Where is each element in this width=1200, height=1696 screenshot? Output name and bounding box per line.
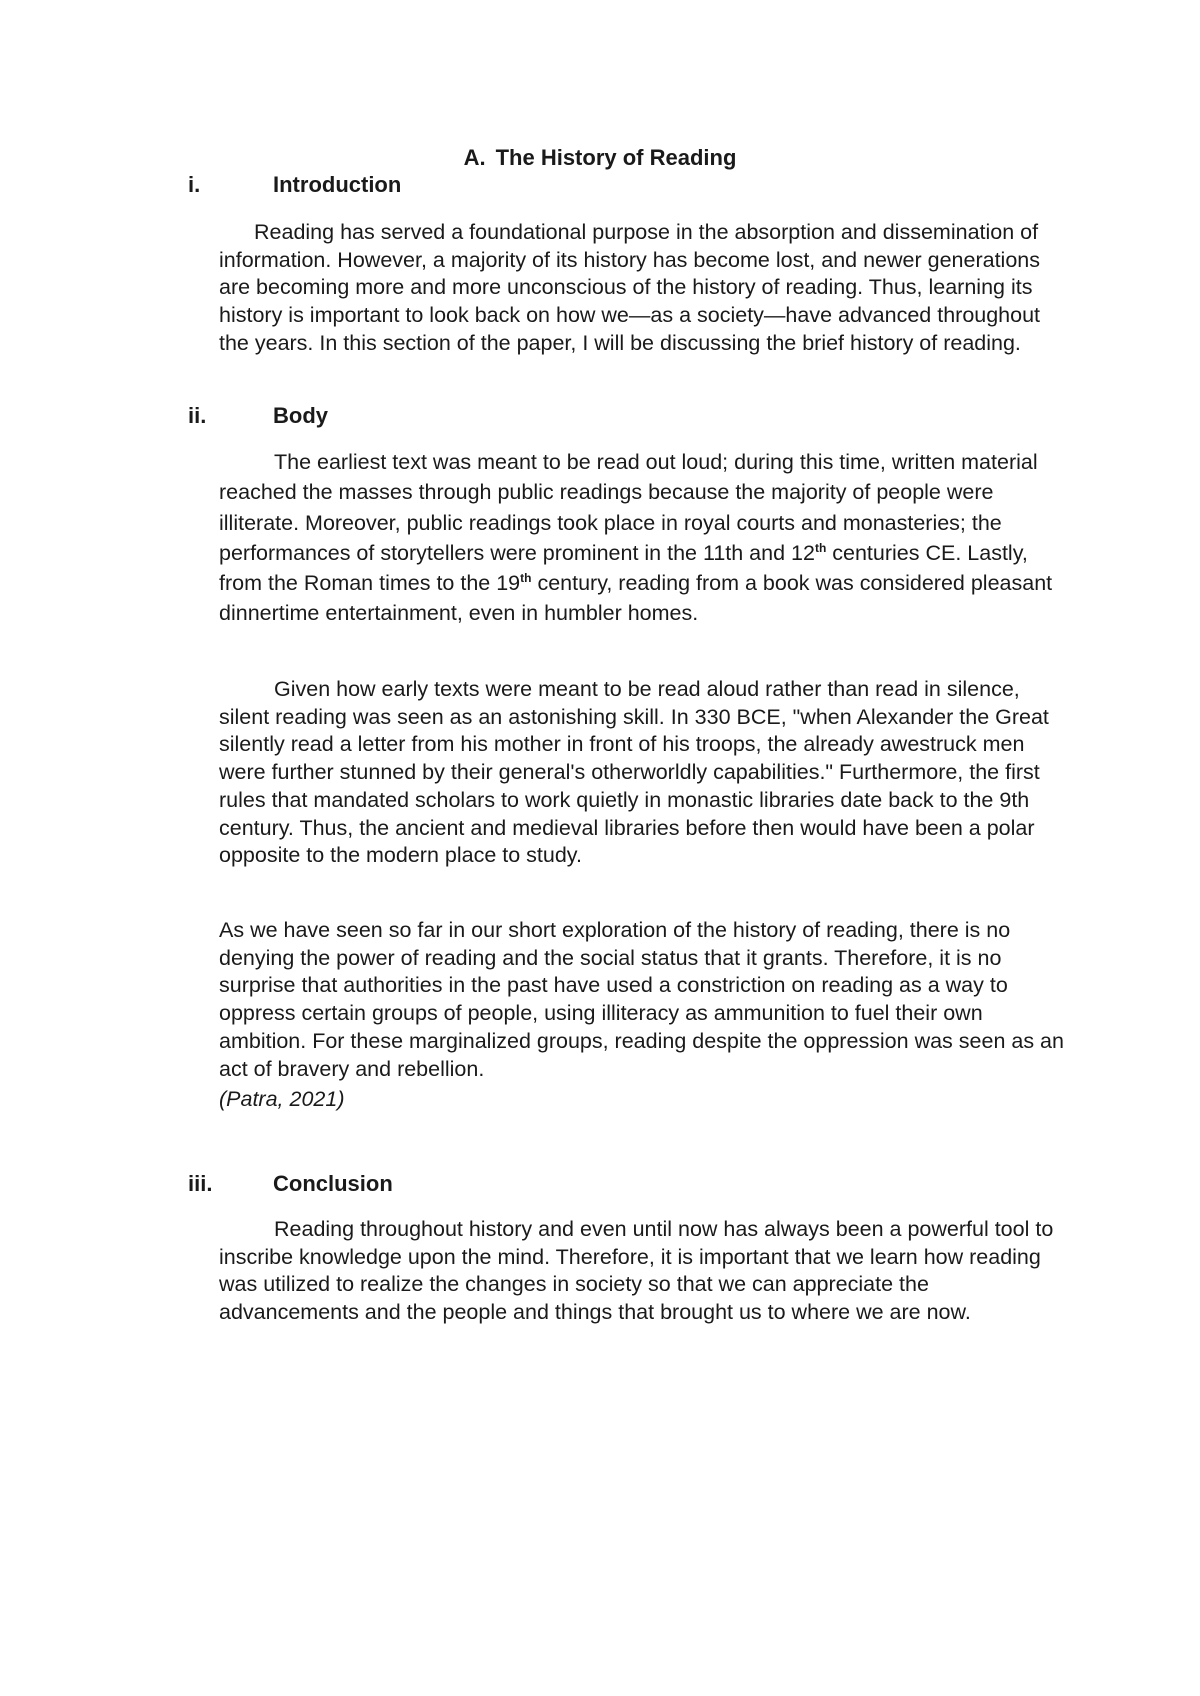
heading-numeral: ii. [188, 403, 207, 428]
heading-conclusion [188, 1170, 393, 1198]
heading-label: Conclusion [273, 1171, 393, 1196]
citation: (Patra, 2021) [219, 1087, 345, 1111]
heading-introduction [188, 171, 401, 199]
body-paragraph-2: Given how early texts were meant to be read aloud rather than read in silence, silent reading was seen as an astonishing skill. In 330 BCE, "when Alexander the Great silently read a letter from his mother in front of his troops, the already awestruck men were further stunned by their general's otherworldly capabilities." Furthermore, the first rules that mandated scholars to work quietly in monastic libraries date back to the 9th century. Thus, the ancient and medieval libraries before then would have been a polar opposite to the modern place to study. [219, 677, 1049, 868]
introduction-paragraph: Reading has served a foundational purpose in the absorption and dissemination of information. However, a majority of its history has become lost, and newer generations are becoming more and more unconscious of the history of reading. Thus, learning its history is important to look back on how we—as a society—have advanced throughout the years. In this section of the paper, I will be discussing the brief history of reading. [219, 220, 1041, 355]
title-text: The History of Reading [495, 145, 737, 170]
superscript-th: th [520, 571, 532, 586]
document-title [0, 144, 1200, 172]
heading-numeral: i. [188, 172, 201, 197]
body-p1-text-2: centuries CE. Lastly, from the Roman times to the 19 [219, 540, 1028, 596]
body-p1-text-3: century, reading from a book was considered pleasant dinnertime entertainment, even in humbler homes. [219, 571, 1053, 626]
heading-body [188, 402, 328, 430]
body-paragraph-3: As we have seen so far in our short exploration of the history of reading, there is no denying the power of reading and the social status that it grants. Therefore, it is no surprise that authorities in the past have used a constriction on reading as a way to oppress certain groups of people, using illiteracy as ammunition to fuel their own ambition. For these marginalized groups, reading despite the oppression was seen as an act of bravery and rebellion. [219, 918, 1064, 1081]
heading-label: Body [273, 403, 328, 428]
heading-numeral: iii. [188, 1171, 213, 1196]
superscript-th: th [814, 540, 827, 555]
heading-label: Introduction [273, 172, 402, 197]
body-paragraph-1 [219, 447, 1069, 629]
title-letter: A. [463, 145, 486, 170]
conclusion-paragraph: Reading throughout history and even until now has always been a powerful tool to inscribe knowledge upon the mind. Therefore, it is important that we learn how reading was utilized to realize the changes in society so that we can appreciate the advancements and the people and things that brought us to where we are now. [219, 1217, 1054, 1325]
body-p1-text-1: The earliest text was meant to be read out loud; during this time, written material reached the masses through public readings because the majority of people were illiterate. Moreover, public readings took place in royal courts and monasteries; the performances of storytellers were prominent in the 11th and 12 [219, 450, 1038, 565]
